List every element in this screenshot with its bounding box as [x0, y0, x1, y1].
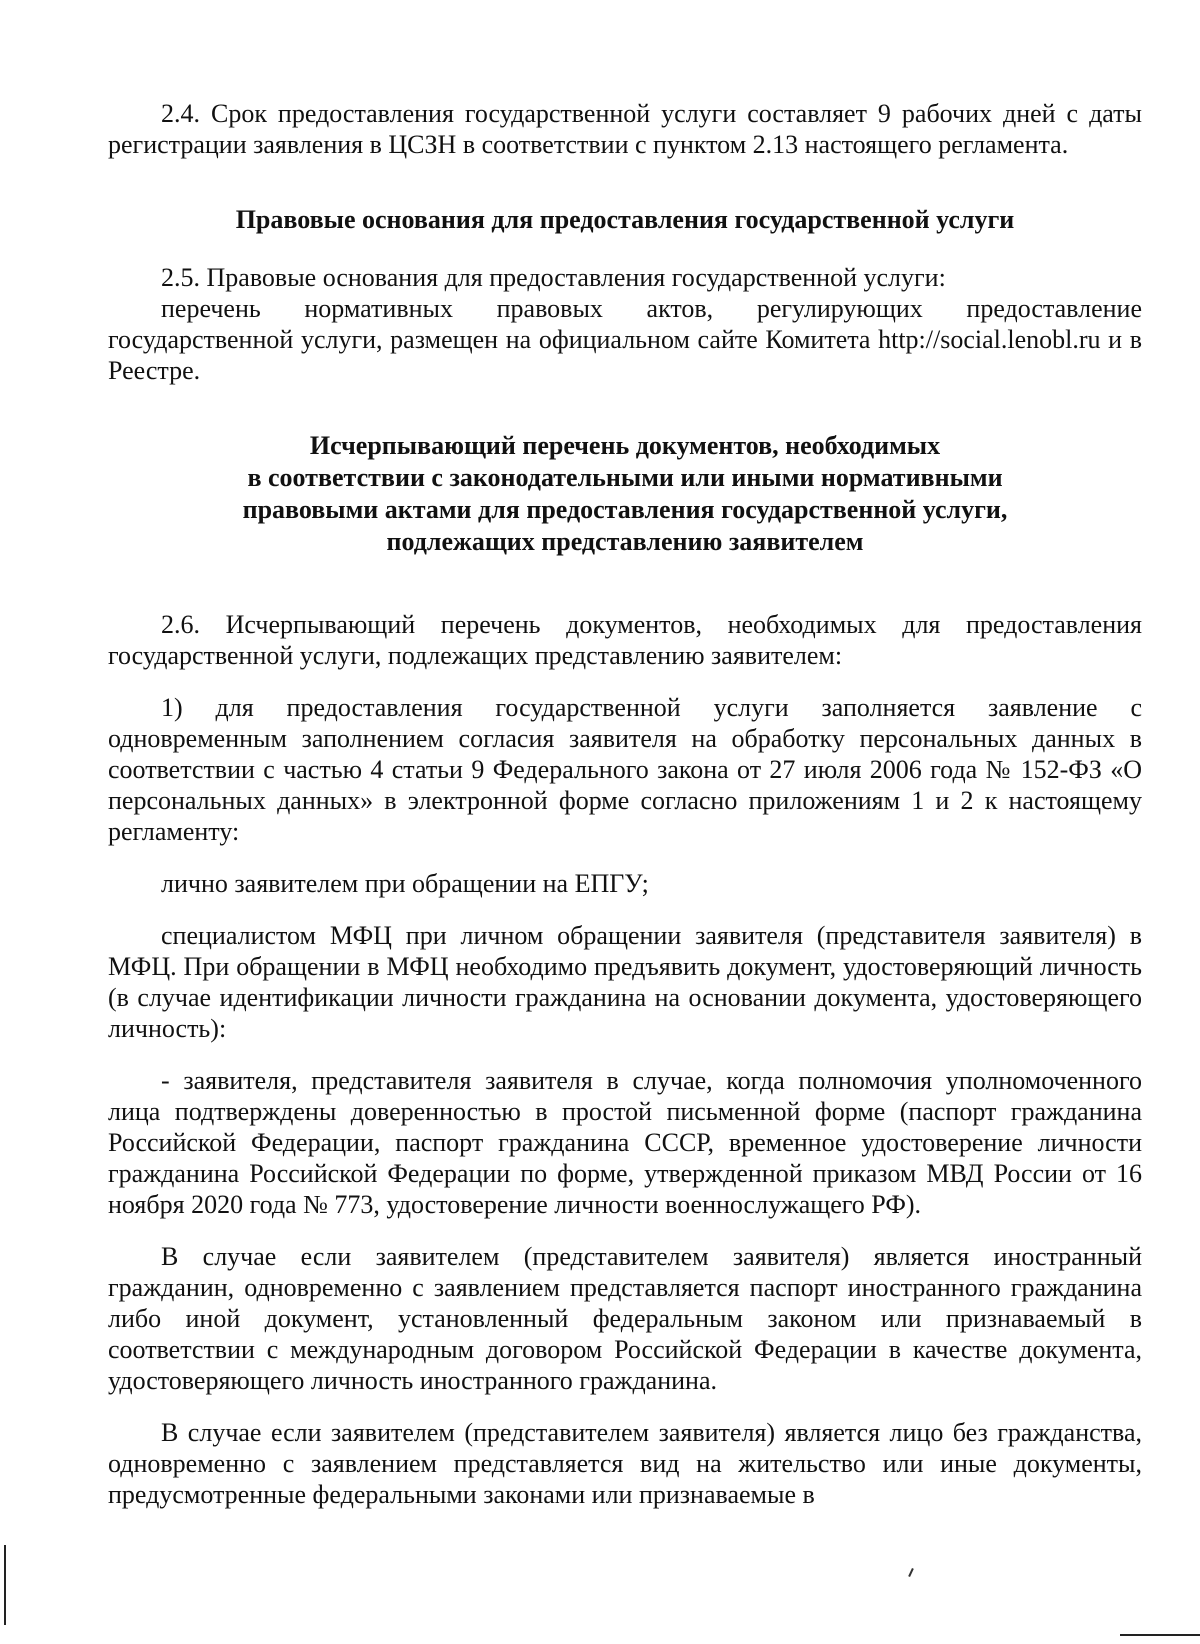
paragraph-item-1: 1) для предоставления государственной услуги заполняется заявление с одновременным заполнением согласия заявителя на обработку персональных данных в соответствии с частью 4 статьи 9 Федерального закона от 27 июля 2006 года № 152-ФЗ «О персональных данных» в электронной форме согласно приложениям 1 и 2 к настоящему регламенту:	[108, 693, 1142, 846]
scan-edge-mark	[4, 1545, 6, 1625]
spacer	[108, 160, 1142, 204]
paragraph-2-6: 2.6. Исчерпывающий перечень документов, необходимых для предоставления государственной услуги, подлежащих представлению заявителем:	[108, 610, 1142, 670]
heading-line: подлежащих представлению заявителем	[386, 527, 864, 556]
paragraph-epgu: лично заявителем при обращении на ЕПГУ;	[161, 869, 649, 898]
scan-edge-mark	[1120, 1634, 1200, 1636]
heading-line: правовыми актами для предоставления государственной услуги,	[242, 495, 1008, 524]
spacer	[108, 899, 1142, 920]
scan-speck	[908, 1568, 914, 1577]
spacer	[108, 1396, 1142, 1417]
paragraph-2-5: 2.5. Правовые основания для предоставления государственной услуги:	[161, 263, 946, 292]
paragraph-2-5-list: перечень нормативных правовых актов, регулирующих предоставление государственной услуги, размещен на официальном сайте Комитета http://social.lenobl.ru и в Реестре.	[108, 294, 1142, 385]
document-body	[108, 98, 1142, 1510]
spacer	[108, 1044, 1142, 1065]
spacer	[108, 847, 1142, 868]
section-heading-documents	[108, 430, 1142, 558]
paragraph-stateless-person: В случае если заявителем (представителем заявителя) является лицо без гражданства, одновременно с заявлением представляется вид на жительство или иные документы, предусмотренные федеральными законами или признаваемые в	[108, 1418, 1142, 1509]
section-heading-legal-basis: Правовые основания для предоставления государственной услуги	[235, 205, 1015, 234]
paragraph-2-4: 2.4. Срок предоставления государственной услуги составляет 9 рабочих дней с даты регистрации заявления в ЦСЗН в соответствии с пунктом 2.13 настоящего регламента.	[108, 99, 1142, 159]
spacer	[108, 236, 1142, 262]
spacer	[108, 671, 1142, 692]
spacer	[108, 1220, 1142, 1241]
spacer	[108, 386, 1142, 430]
heading-line: Исчерпывающий перечень документов, необходимых	[309, 431, 941, 460]
spacer	[108, 558, 1142, 609]
paragraph-mfc: специалистом МФЦ при личном обращении заявителя (представителя заявителя) в МФЦ. При обращении в МФЦ необходимо предъявить документ, удостоверяющий личность (в случае идентификации личности гражданина на основании документа, удостоверяющего личность):	[108, 921, 1142, 1043]
paragraph-identity-documents: - заявителя, представителя заявителя в случае, когда полномочия уполномоченного лица подтверждены доверенностью в простой письменной форме (паспорт гражданина Российской Федерации, паспорт гражданина СССР, временное удостоверение личности гражданина Российской Федерации по форме, утвержденной приказом МВД России от 16 ноября 2020 года № 773, удостоверение личности военнослужащего РФ).	[108, 1066, 1142, 1219]
heading-line: в соответствии с законодательными или иными нормативными	[247, 463, 1003, 492]
paragraph-foreign-citizen: В случае если заявителем (представителем заявителя) является иностранный гражданин, одновременно с заявлением представляется паспорт иностранного гражданина либо иной документ, установленный федеральным законом или признаваемый в соответствии с международным договором Российской Федерации в качестве документа, удостоверяющего личность иностранного гражданина.	[108, 1242, 1142, 1395]
